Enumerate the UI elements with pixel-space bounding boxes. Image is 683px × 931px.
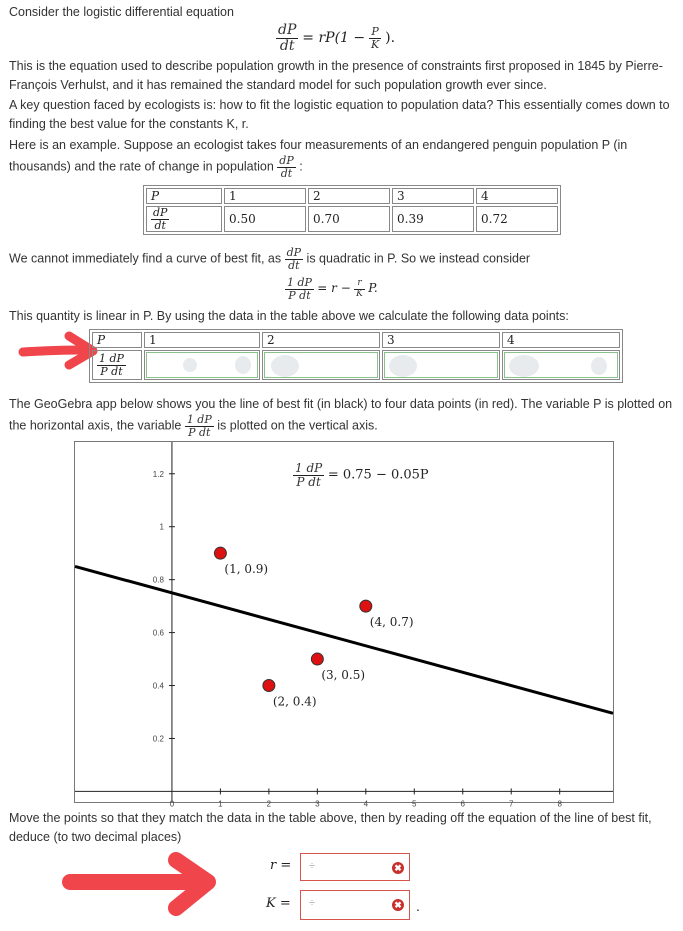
row-label-ratio: $\frac{1 dP}{\text{P dt}}$	[92, 350, 142, 380]
x-tick-label: 0	[169, 799, 175, 809]
spinner-icon: ÷	[309, 897, 316, 909]
x-tick-label: 3	[315, 799, 320, 809]
row-label-p: P	[92, 332, 142, 348]
linear-equation: $\frac{1 dP}{\text{P dt}}$ = r − $\frac{r}{K}$ P.	[287, 276, 378, 302]
table-cell: 1	[144, 332, 260, 348]
x-tick-label: 6	[460, 799, 465, 809]
table-cell: 4	[502, 332, 620, 348]
intro-paragraph-3: Here is an example. Suppose an ecologist takes four measurements of an endangered penguin population P (in thousands) and the rate of change in population $\frac{dP}{dt}$ :	[9, 138, 628, 180]
intro-paragraph-1: This is the equation used to describe population growth in the presence of constraints first proposed in 1845 by Pierre-François Verhulst, and it has remained the standard model for such population growth ever since.	[9, 59, 663, 92]
red-arrow-icon	[17, 330, 97, 370]
geogebra-applet[interactable]	[74, 441, 614, 809]
row-label-rate: $\frac{dP}{dt}$	[146, 206, 222, 232]
best-fit-line	[75, 566, 613, 713]
table-cell: 0.72	[476, 206, 558, 232]
error-icon: ✖	[392, 899, 404, 911]
table-cell	[144, 350, 260, 380]
r-input[interactable]	[300, 853, 410, 881]
k-label: K =	[266, 896, 291, 911]
question-text: Move the points so that they match the data in the table above, then by reading off the equation of the line of best fit, deduce (to two decimal places)	[9, 811, 652, 844]
table-cell: 3	[392, 188, 474, 204]
table-cell	[262, 350, 380, 380]
r-label: r =	[270, 858, 292, 873]
x-tick-label: 5	[412, 799, 417, 809]
spinner-icon: ÷	[309, 860, 316, 872]
y-tick-label: 0.6	[152, 628, 164, 638]
measurement-table	[143, 185, 561, 235]
quadratic-text: We cannot immediately find a curve of best fit, as $\frac{dP}{dt}$ is quadratic in P. So we instead consider	[9, 246, 531, 272]
data-point-label: (1, 0.9)	[224, 562, 269, 577]
x-tick-label: 1	[218, 799, 223, 809]
logistic-equation: $\frac{dP}{dt}$ = rP(1 − $\frac{P}{K}$ ).	[278, 22, 396, 54]
chart-canvas[interactable]	[75, 442, 613, 809]
table-row	[92, 332, 620, 348]
table-cell: 4	[476, 188, 558, 204]
x-tick-label: 2	[266, 799, 272, 809]
k-input[interactable]	[300, 890, 410, 920]
ratio-input-1[interactable]	[146, 352, 258, 378]
ratio-input-2[interactable]	[264, 352, 378, 378]
table-cell: 0.50	[224, 206, 306, 232]
x-tick-label: 8	[557, 799, 562, 809]
geogebra-description: The GeoGebra app below shows you the line of best fit (in black) to four data points (in red). The variable P is plotted on the horizontal axis, the variable $\frac{1 dP}{\text{P dt}}$ is plotted on the vertical axis.	[9, 397, 673, 439]
data-point-label: (4, 0.7)	[369, 615, 414, 630]
intro-paragraph-2: A key question faced by ecologists is: how to fit the logistic equation to population data? This essentially comes down to finding the best value for the constants K, r.	[9, 98, 670, 131]
linear-text: This quantity is linear in P. By using the data in the table above we calculate the following data points:	[9, 309, 569, 323]
table-cell: 3	[382, 332, 500, 348]
x-tick-label: 7	[508, 799, 514, 809]
red-arrow-icon	[60, 852, 220, 928]
data-point[interactable]	[263, 680, 275, 692]
y-tick-label: 0.4	[152, 681, 164, 691]
y-tick-label: 0.8	[152, 575, 164, 585]
data-point-label: (3, 0.5)	[321, 668, 366, 683]
ratio-input-3[interactable]	[384, 352, 498, 378]
table-cell: 1	[224, 188, 306, 204]
error-icon: ✖	[392, 862, 404, 874]
row-label-p: P	[146, 188, 222, 204]
table-cell: 0.39	[392, 206, 474, 232]
table-cell: 2	[308, 188, 390, 204]
table-cell: 2	[262, 332, 380, 348]
eq-derivative: $\frac{dP}{dt}$	[278, 22, 297, 54]
chart-equation: $\frac{1 dP}{\text{P dt}}$ = 0.75 − 0.05P	[295, 461, 429, 489]
answer-period: .	[416, 899, 420, 914]
table-cell: 0.70	[308, 206, 390, 232]
data-point[interactable]	[311, 653, 323, 665]
table-row	[146, 188, 558, 204]
data-point[interactable]	[214, 547, 226, 559]
table-row	[146, 206, 558, 232]
intro-line: Consider the logistic differential equation	[9, 5, 234, 19]
ratio-input-4[interactable]	[504, 352, 618, 378]
x-tick-label: 4	[363, 799, 369, 809]
table-row	[92, 350, 620, 380]
y-tick-label: 1	[159, 522, 164, 532]
y-tick-label: 0.2	[152, 734, 164, 744]
data-points-table	[89, 329, 623, 383]
data-point[interactable]	[360, 600, 372, 612]
data-point-label: (2, 0.4)	[272, 694, 317, 709]
table-cell	[382, 350, 500, 380]
y-tick-label: 1.2	[152, 469, 164, 479]
table-cell	[502, 350, 620, 380]
